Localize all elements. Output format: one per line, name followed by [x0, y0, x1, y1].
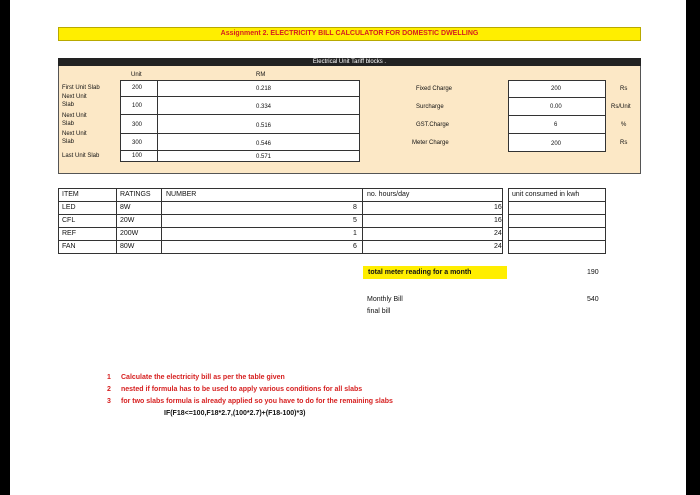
item-name[interactable]: LED	[62, 204, 76, 211]
charge-unit: Rs	[620, 86, 628, 92]
instruction-number: 3	[107, 398, 111, 405]
header-hours: no. hours/day	[367, 191, 410, 198]
instruction-number: 1	[107, 374, 111, 381]
final-bill-label: final bill	[367, 308, 391, 315]
charge-value[interactable]: 0.00	[550, 104, 562, 110]
consumed-row-divider	[508, 214, 606, 215]
slab-unit[interactable]: 300	[132, 122, 143, 128]
items-row-divider	[58, 227, 503, 228]
item-name[interactable]: FAN	[62, 243, 76, 250]
instruction-number: 2	[107, 386, 111, 393]
slab-rm[interactable]: 0.334	[256, 104, 272, 110]
item-hours[interactable]: 24	[494, 243, 502, 250]
tariff-row-divider	[120, 133, 360, 134]
slab-label: Slab	[62, 121, 75, 127]
slab-rm[interactable]: 0.571	[256, 154, 272, 160]
tariff-row-divider	[120, 114, 360, 115]
item-name[interactable]: REF	[62, 230, 76, 237]
item-number[interactable]: 8	[353, 204, 357, 211]
right-frame	[686, 0, 700, 495]
slab-label: Next Unit	[62, 113, 87, 119]
charge-label: GST.Charge	[416, 122, 450, 128]
items-row-divider	[58, 240, 503, 241]
charge-label: Fixed Charge	[416, 86, 453, 92]
slab-unit[interactable]: 200	[132, 85, 143, 91]
charge-unit: Rs/Unit	[611, 104, 631, 110]
item-hours[interactable]: 24	[494, 230, 502, 237]
items-row-divider	[58, 201, 503, 202]
charge-value[interactable]: 6	[554, 122, 558, 128]
instruction-text: Calculate the electricity bill as per the table given	[121, 374, 285, 381]
consumed-row-divider	[508, 240, 606, 241]
slab-label: Next Unit	[62, 94, 87, 100]
col-rm-header: RM	[256, 72, 266, 78]
monthly-bill-value[interactable]: 540	[587, 296, 599, 303]
item-name[interactable]: CFL	[62, 217, 76, 224]
consumed-row-divider	[508, 201, 606, 202]
slab-unit[interactable]: 300	[132, 140, 143, 146]
item-rating[interactable]: 20W	[120, 217, 135, 224]
slab-label: Last Unit Slab	[62, 153, 100, 159]
charge-unit: %	[621, 122, 627, 128]
slab-unit[interactable]: 100	[132, 103, 143, 109]
item-rating[interactable]: 200W	[120, 230, 139, 237]
slab-label: Slab	[62, 102, 75, 108]
item-number[interactable]: 1	[353, 230, 357, 237]
items-row-divider	[58, 214, 503, 215]
slab-rm[interactable]: 0.516	[256, 123, 272, 129]
header-consumed: unit consumed in kwh	[512, 191, 580, 198]
col-unit-header: Unit	[131, 72, 142, 78]
instruction-text: nested if formula has to be used to apply various conditions for all slabs	[121, 386, 363, 393]
item-hours[interactable]: 16	[494, 204, 502, 211]
slab-rm[interactable]: 0.546	[256, 141, 272, 147]
tariff-row-divider	[120, 96, 360, 97]
slab-label: Next Unit	[62, 131, 87, 137]
consumed-row-divider	[508, 227, 606, 228]
tariff-row-divider	[120, 150, 360, 151]
formula-text: IF(F18<=100,F18*2.7,(100*2.7)+(F18-100)*3)	[164, 410, 306, 417]
total-meter-value[interactable]: 190	[587, 269, 599, 276]
charge-value[interactable]: 200	[551, 86, 562, 92]
sheet-title: Assignment 2. ELECTRICITY BILL CALCULATOR FOR DOMESTIC DWELLING	[220, 30, 479, 37]
charges-row-divider	[508, 97, 606, 98]
slab-rm[interactable]: 0.218	[256, 86, 272, 92]
header-item: ITEM	[62, 191, 79, 198]
item-number[interactable]: 5	[353, 217, 357, 224]
charge-label: Surcharge	[416, 104, 444, 110]
item-number[interactable]: 6	[353, 243, 357, 250]
slab-label: First Unit Slab	[62, 85, 100, 91]
tariff-heading: Electrical Unit Tariff blocks .	[58, 58, 641, 66]
charge-unit: Rs	[620, 140, 628, 146]
monthly-bill-label: Monthly Bill	[367, 296, 403, 303]
left-frame	[0, 0, 10, 495]
charge-label: Meter Charge	[412, 140, 449, 146]
item-rating[interactable]: 80W	[120, 243, 135, 250]
items-col-divider	[161, 188, 162, 254]
instruction-text: for two slabs formula is already applied so you have to do for the remaining slabs	[121, 398, 393, 405]
slab-label: Slab	[62, 139, 75, 145]
charge-value[interactable]: 200	[551, 141, 562, 147]
charges-row-divider	[508, 133, 606, 134]
items-col-divider	[362, 188, 363, 254]
items-col-divider	[116, 188, 117, 254]
header-ratings: RATINGS	[120, 191, 151, 198]
item-hours[interactable]: 16	[494, 217, 502, 224]
item-rating[interactable]: 8W	[120, 204, 131, 211]
slab-unit[interactable]: 100	[132, 153, 143, 159]
charges-row-divider	[508, 115, 606, 116]
total-meter-label: total meter reading for a month	[363, 266, 507, 279]
header-number: NUMBER	[166, 191, 197, 198]
